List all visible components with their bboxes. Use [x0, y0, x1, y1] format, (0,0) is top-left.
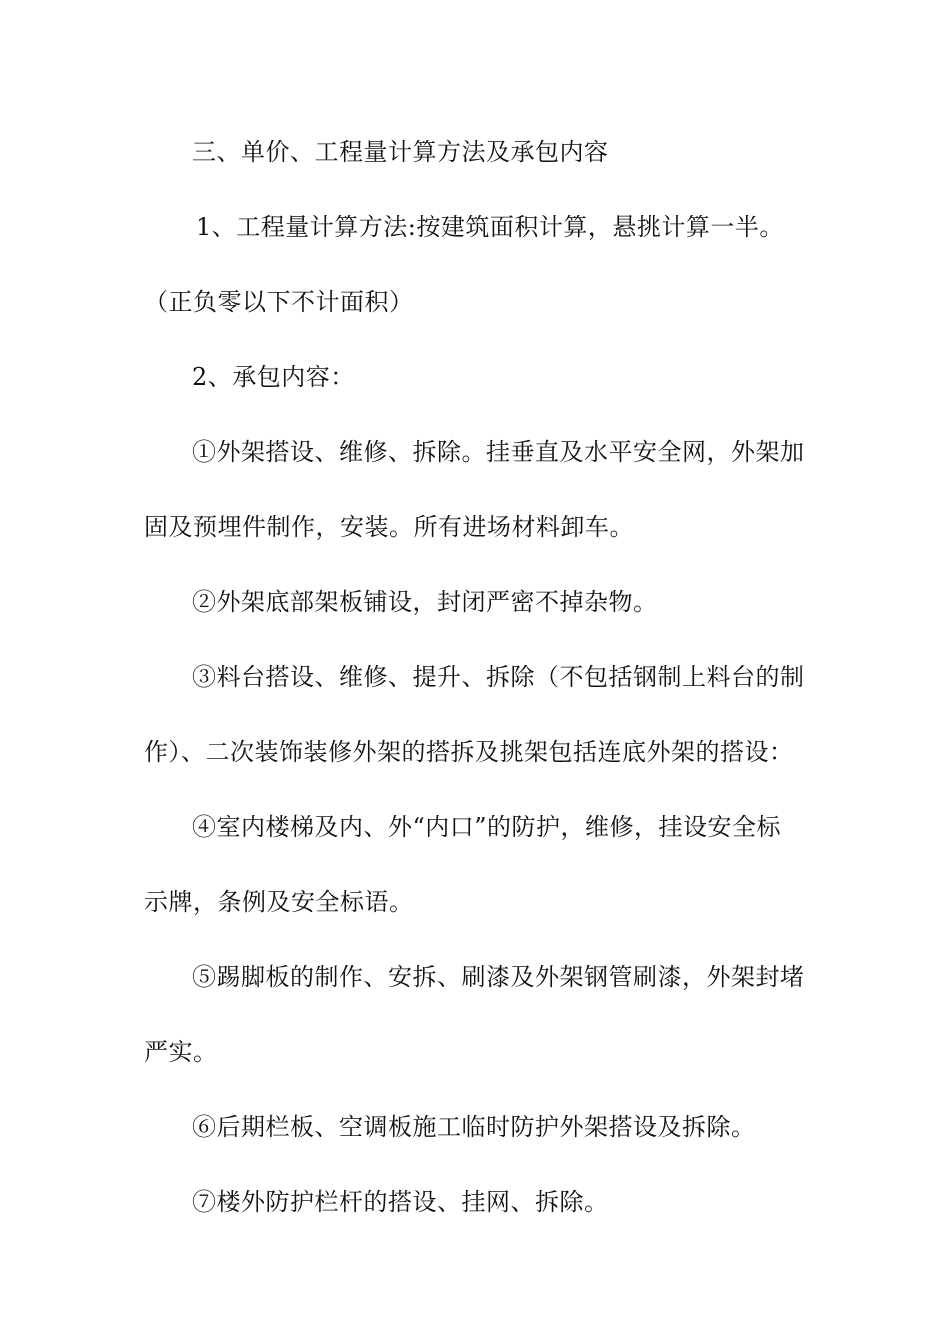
section-heading: 三、单价、工程量计算方法及承包内容 — [192, 138, 609, 166]
list-item: ⑥后期栏板、空调板施工临时防护外架搭设及拆除。 — [192, 1113, 756, 1141]
paragraph-line: （正负零以下不计面积） — [144, 288, 414, 316]
list-item-continuation: 作）、二次装饰装修外架的搭拆及挑架包括连底外架的搭设： — [144, 738, 794, 766]
list-item: ④室内楼梯及内、外“内口”的防护，维修，挂设安全标 — [192, 813, 782, 841]
list-item-continuation: 严实。 — [144, 1038, 218, 1066]
list-item-continuation: 固及预埋件制作，安装。所有进场材料卸车。 — [144, 513, 634, 541]
list-item-continuation: 示牌，条例及安全标语。 — [144, 888, 414, 916]
list-item: ⑦楼外防护栏杆的搭设、挂网、拆除。 — [192, 1188, 609, 1216]
list-item: ②外架底部架板铺设，封闭严密不掉杂物。 — [192, 588, 658, 616]
list-item: ③料台搭设、维修、提升、拆除（不包括钢制上料台的制 — [192, 663, 805, 691]
paragraph-line: 2、承包内容： — [192, 363, 355, 391]
paragraph-line: 1、工程量计算方法:按建筑面积计算，悬挑计算一半。 — [196, 213, 784, 241]
list-item: ①外架搭设、维修、拆除。挂垂直及水平安全网，外架加 — [192, 438, 805, 466]
list-item: ⑤踢脚板的制作、安拆、刷漆及外架钢管刷漆，外架封堵 — [192, 963, 805, 991]
